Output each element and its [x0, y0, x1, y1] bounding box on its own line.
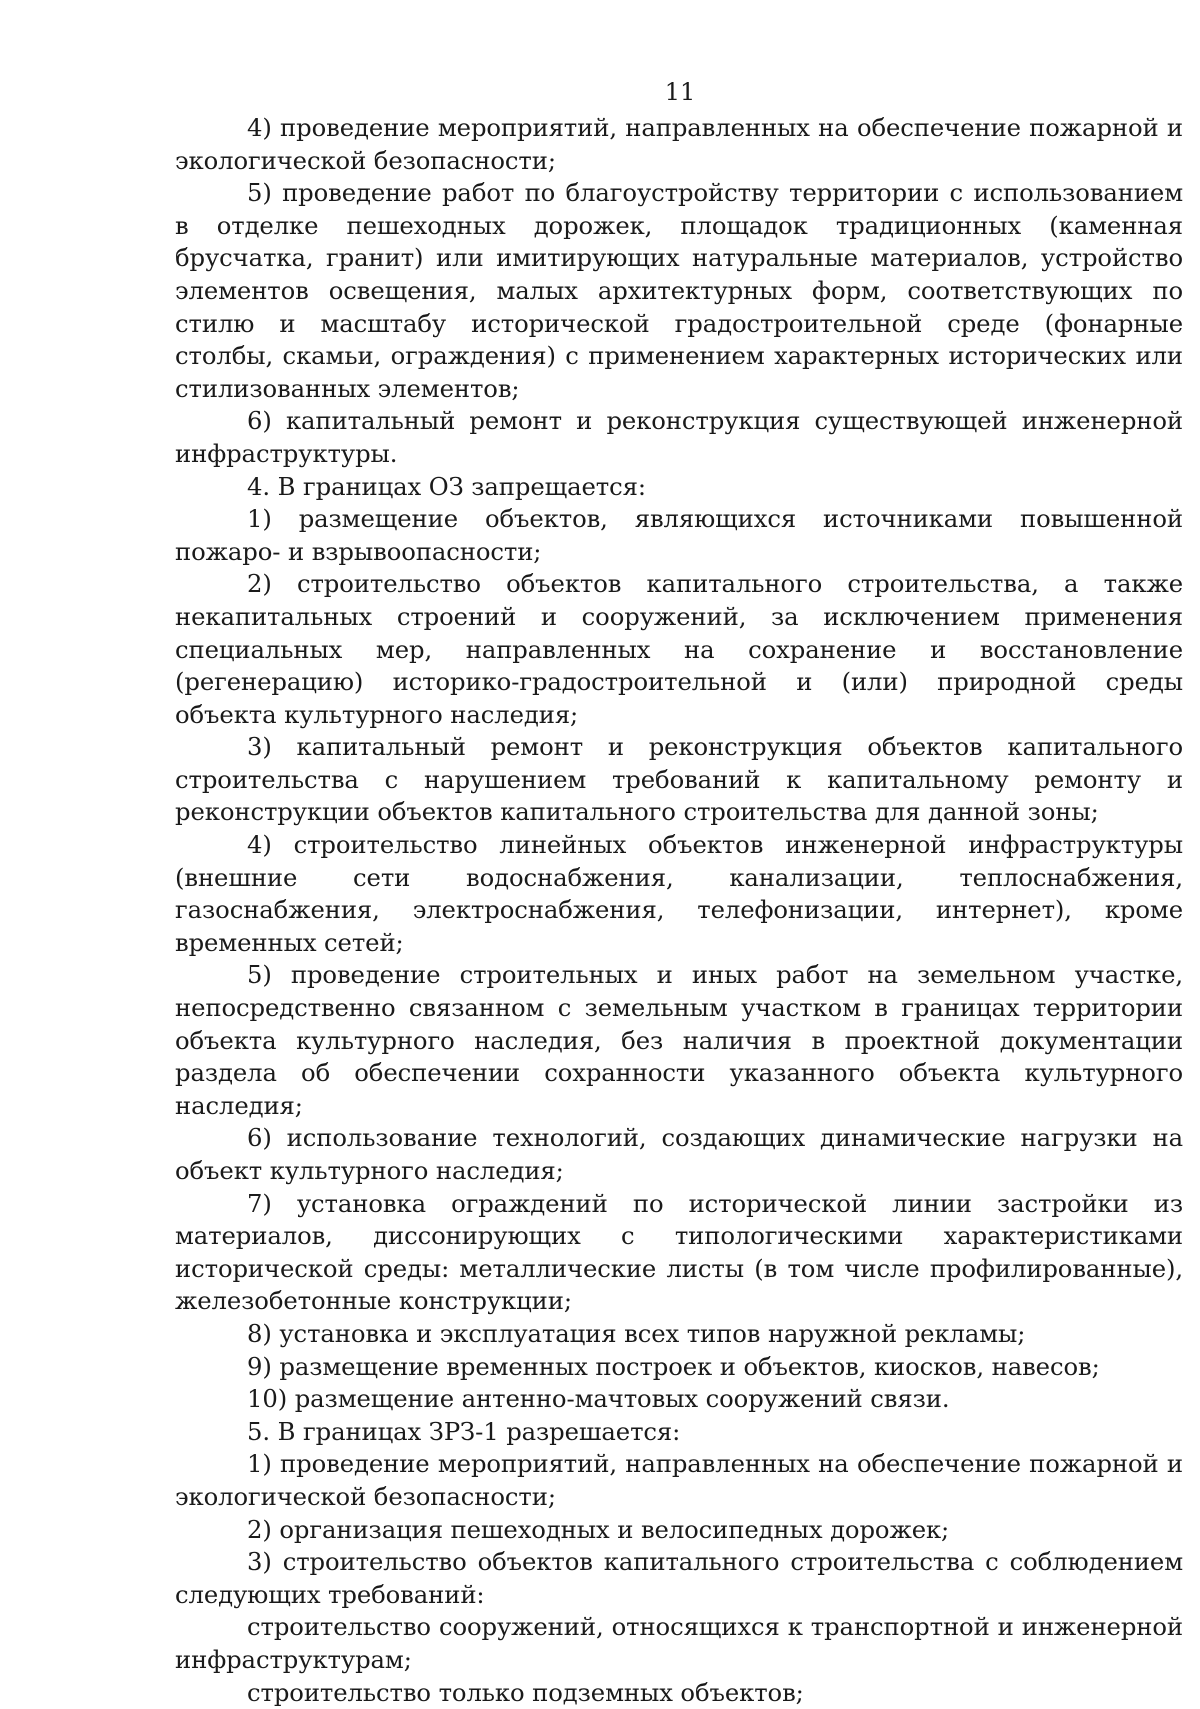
paragraph: 10) размещение антенно-мачтовых сооружений связи. [175, 1383, 1183, 1416]
paragraph: 6) капитальный ремонт и реконструкция существующей инженерной инфраструктуры. [175, 405, 1183, 470]
paragraph: 2) организация пешеходных и велосипедных дорожек; [175, 1514, 1183, 1547]
paragraph: 4) проведение мероприятий, направленных на обеспечение пожарной и экологической безопасности; [175, 112, 1183, 177]
paragraph: 5) проведение строительных и иных работ на земельном участке, непосредственно связанном с земельным участком в границах территории объекта культурного наследия, без наличия в проектной документации раздела об обеспечении сохранности указанного объекта культурного наследия; [175, 959, 1183, 1122]
paragraph: 8) установка и эксплуатация всех типов наружной рекламы; [175, 1318, 1183, 1351]
paragraph: строительство только подземных объектов; [175, 1677, 1183, 1709]
paragraph: 7) установка ограждений по исторической линии застройки из материалов, диссонирующих с типологическими характеристиками исторической среды: металлические листы (в том числе профилированные), железобетонные конструкции; [175, 1188, 1183, 1318]
paragraph: 4) строительство линейных объектов инженерной инфраструктуры (внешние сети водоснабжения, канализации, теплоснабжения, газоснабжения, электроснабжения, телефонизации, интернет), кроме временных сетей; [175, 829, 1183, 959]
paragraph: 1) проведение мероприятий, направленных на обеспечение пожарной и экологической безопасности; [175, 1448, 1183, 1513]
paragraph: 3) капитальный ремонт и реконструкция объектов капитального строительства с нарушением требований к капитальному ремонту и реконструкции объектов капитального строительства для данной зоны; [175, 731, 1183, 829]
paragraph: 2) строительство объектов капитального строительства, а также некапитальных строений и сооружений, за исключением применения специальных мер, направленных на сохранение и восстановление (регенерацию) историко-градостроительной и (или) природной среды объекта культурного наследия; [175, 568, 1183, 731]
page-number: 11 [0, 72, 1200, 112]
document-body [175, 112, 1183, 1709]
paragraph: 4. В границах ОЗ запрещается: [175, 471, 1183, 504]
paragraph: 5) проведение работ по благоустройству территории с использованием в отделке пешеходных дорожек, площадок традиционных (каменная брусчатка, гранит) или имитирующих натуральные материалов, устройство элементов освещения, малых архитектурных форм, соответствующих по стилю и масштабу исторической градостроительной среде (фонарные столбы, скамьи, ограждения) с применением характерных исторических или стилизованных элементов; [175, 177, 1183, 405]
paragraph: строительство сооружений, относящихся к транспортной и инженерной инфраструктурам; [175, 1611, 1183, 1676]
paragraph: 5. В границах ЗРЗ-1 разрешается: [175, 1416, 1183, 1449]
paragraph: 1) размещение объектов, являющихся источниками повышенной пожаро- и взрывоопасности; [175, 503, 1183, 568]
paragraph: 6) использование технологий, создающих динамические нагрузки на объект культурного наследия; [175, 1122, 1183, 1187]
paragraph: 3) строительство объектов капитального строительства с соблюдением следующих требований: [175, 1546, 1183, 1611]
paragraph: 9) размещение временных построек и объектов, киосков, навесов; [175, 1351, 1183, 1384]
